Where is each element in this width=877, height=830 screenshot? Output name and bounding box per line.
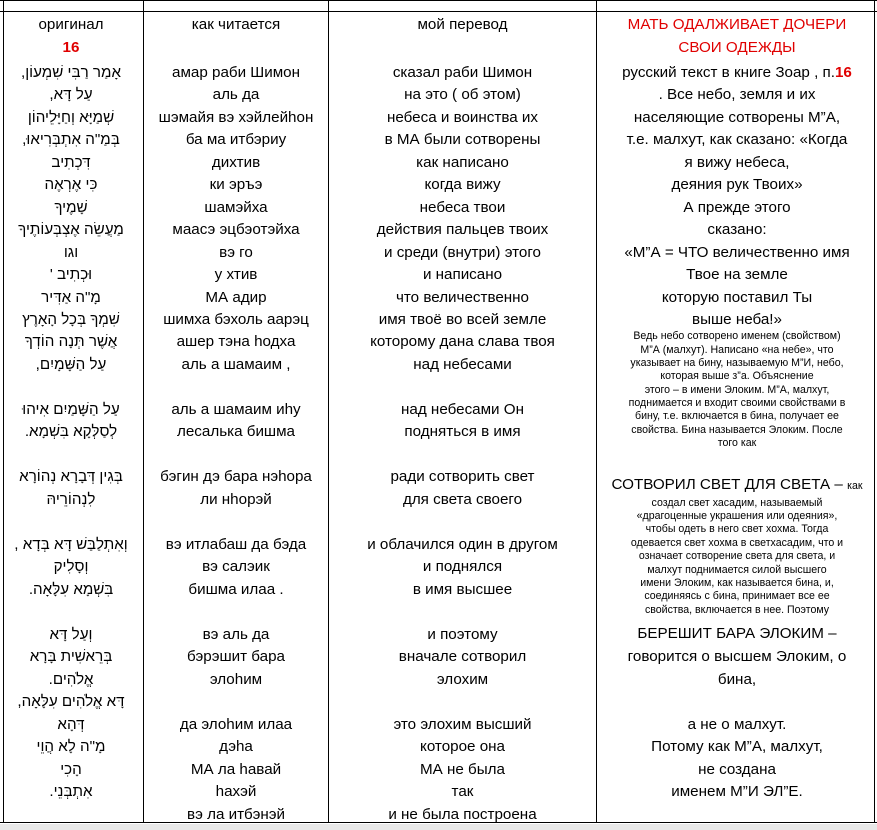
header-title-line2: СВОИ ОДЕЖДЫ [678, 39, 796, 56]
commentary-small-line: создал свет хасадим, называемый [651, 497, 823, 509]
table-top-border [0, 0, 877, 1]
translation-line: что величественно [395, 289, 530, 306]
translation-line: элохим [436, 671, 489, 688]
hebrew-original-line: לִנְהוֹרֵיהּ [46, 491, 96, 508]
commentary-line: говорится о высшем Элоким, о [627, 648, 847, 665]
hebrew-original-line: אָמַר רַבִּי שִׁמְעוֹן, [21, 64, 121, 81]
hebrew-original-line: שָׁמֶיךָ [54, 199, 88, 216]
translation-line: это элохим высший [393, 716, 532, 733]
translation-line: которое она [420, 738, 505, 755]
commentary-line: а не о малхут. [687, 716, 787, 733]
commentary-line: бина, [717, 671, 757, 688]
hebrew-original-line: עַל הַשָּׁמַיִם אִיהוּ [22, 401, 120, 418]
transliteration-line: ли нhорэй [200, 491, 272, 508]
commentary-line: я вижу небеса, [684, 154, 790, 171]
translation-line: сказал раби Шимон [392, 64, 533, 81]
translation-line: и поэтому [427, 626, 498, 643]
header-translation: мой перевод [417, 16, 508, 33]
commentary-small-line: свойства. Бина называется Элоким. После [631, 424, 843, 436]
translation-line: небеса и воинства их [386, 109, 538, 126]
page-bottom-bar [0, 824, 877, 830]
intro-text: русский текст в книге Зоар , п. [622, 64, 835, 81]
intro-line [600, 62, 874, 84]
transliteration-line: вэ аль да [202, 626, 270, 643]
commentary-line: БЕРЕШИТ БАРА ЭЛОКИМ – [637, 625, 837, 642]
commentary-small-line: которая выше з”а. Объяснение [660, 370, 814, 382]
commentary-line: деяния рук Твоих» [671, 176, 803, 193]
hebrew-original-line: עַל דָּא, [49, 86, 93, 103]
commentary-line: не создана [698, 761, 776, 778]
commentary-line: т.е. малхут, как сказано: «Когда [626, 131, 848, 148]
transliteration-line: шимха бэхоль аарэц [163, 311, 309, 328]
hebrew-original-line: וְאִתְלַבַּשׁ דָּא בְּדָא , [14, 536, 128, 553]
commentary-small-line: свойства, включается в нее. Поэтому [644, 604, 830, 616]
translation-line: которому дана слава твоя [370, 333, 555, 350]
commentary-small-line: поднимается и входит своими свойствами в [628, 397, 846, 409]
commentary-small-line: того как [717, 437, 757, 449]
header-title-line1: МАТЬ ОДАЛЖИВАЕТ ДОЧЕРИ [627, 16, 847, 33]
hebrew-original-line: בְּגִין דְּבָרָא נְהוֹרָא [19, 468, 123, 485]
translation-line: и облачился один в другом [367, 536, 558, 553]
transliteration-line: аль да [212, 86, 260, 103]
created-light-tail: как [847, 480, 863, 492]
created-light-heading: СОТВОРИЛ СВЕТ ДЛЯ СВЕТА – [611, 476, 848, 493]
hebrew-original-line: עַל הַשָּׁמָיִם, [35, 356, 107, 373]
translation-line: когда вижу [424, 176, 501, 193]
translation-line: на это ( об этом) [404, 86, 521, 103]
commentary-small-line: Ведь небо сотворено именем (свойством) [633, 330, 841, 342]
commentary-line: которую поставил Ты [661, 289, 813, 306]
transliteration-line: у хтив [214, 266, 258, 283]
transliteration-line: бишма илаа . [188, 581, 284, 598]
hebrew-original-line: וגו [63, 244, 79, 261]
translation-line: для света своего [402, 491, 523, 508]
hebrew-original-line: וּכְתִיב ' [49, 266, 93, 283]
header-original: оригинал [38, 16, 104, 33]
transliteration-line: дэhа [219, 738, 253, 755]
transliteration-line: ба ма итбэриу [185, 131, 287, 148]
paragraph-number: 16 [62, 39, 80, 56]
transliteration-line: вэ ла итбэнэй [187, 806, 285, 823]
hebrew-original-line: אֱלֹהִים. [48, 671, 94, 688]
column-border-3 [596, 0, 597, 822]
translation-line: в МА были сотворены [384, 131, 541, 148]
translation-line: ради сотворить свет [390, 468, 535, 485]
header-row-border [0, 11, 877, 12]
commentary-line: населяющие сотворены М”А, [633, 109, 841, 126]
commentary-small-line: «драгоценные украшения или одеяния», [636, 510, 838, 522]
commentary-line: . Все небо, земля и их [658, 86, 816, 103]
hebrew-original-line: בִּשְׁמָא עִלָּאָה. [28, 581, 114, 598]
translation-line: над небесами Он [401, 401, 524, 418]
commentary-line: А прежде этого [683, 199, 791, 216]
hebrew-original-line: דִּכְתִיב [51, 154, 91, 171]
transliteration-line: аль а шамаим , [181, 356, 291, 373]
column-border-1 [143, 0, 144, 822]
commentary-small-line: соединяясь с бина, принимает все ее [644, 590, 830, 602]
hebrew-original-line: הָכִי [60, 761, 82, 778]
transliteration-line: бэгин дэ бара нэhора [160, 468, 312, 485]
hebrew-original-line: שִׁמְךָ בְּכָל הָאָרֶץ [22, 311, 120, 328]
transliteration-line: шэмайя вэ хэйлейhон [158, 109, 314, 126]
hebrew-original-line: כִּי אֶרְאֶה [44, 176, 98, 193]
translation-line: небеса твои [419, 199, 506, 216]
hebrew-original-line: לְסַלְּקָא בִּשְׁמָא. [24, 423, 118, 440]
translation-line: подняться в имя [404, 423, 521, 440]
transliteration-line: элоhим [209, 671, 263, 688]
hebrew-original-line: מָ"ה אַדִּיר [41, 289, 101, 306]
hebrew-original-line: וְסָלִיק [53, 558, 89, 575]
transliteration-line: да элоhим илаа [179, 716, 293, 733]
commentary-line: сказано: [707, 221, 767, 238]
translation-line: вначале сотворил [398, 648, 527, 665]
created-light-line [600, 474, 874, 496]
commentary-small-line: бину, т.е. включается в бина, получает ее [635, 410, 839, 422]
translation-line: имя твоё во всей земле [378, 311, 547, 328]
hebrew-original-line: דְּהָא [57, 716, 85, 733]
header-reading: как читается [191, 16, 281, 33]
commentary-small-line: этого – в имени Элоким. М”А, малхут, [644, 384, 830, 396]
transliteration-line: вэ го [219, 244, 253, 261]
translation-line: и среди (внутри) этого [384, 244, 541, 261]
translation-line: и не была построена [388, 806, 537, 823]
transliteration-line: вэ итлабаш да бэда [165, 536, 307, 553]
commentary-small-line: имени Элоким, как называется бина, и, [640, 577, 834, 589]
hebrew-original-line: וְעַל דָּא [49, 626, 93, 643]
commentary-small-line: одевается свет хохма в светхасадим, что и [630, 537, 844, 549]
transliteration-line: ки эръэ [209, 176, 263, 193]
commentary-small-line: означает сотворение света для света, и [638, 550, 836, 562]
translation-line: и поднялся [422, 558, 503, 575]
transliteration-line: вэ салэик [202, 558, 270, 575]
transliteration-line: ашер тэна hодха [176, 333, 296, 350]
transliteration-line: амар раби Шимон [172, 64, 300, 81]
translation-line: над небесами [413, 356, 512, 373]
commentary-line: выше неба!» [692, 311, 782, 328]
translation-line: так [451, 783, 474, 800]
hebrew-original-line: מָ"ה לָא הֲוֵי [36, 738, 106, 755]
hebrew-original-line: בְּרֵאשִׁית בָּרָא [29, 648, 113, 665]
commentary-line: именем М”И ЭЛ”Е. [671, 783, 803, 800]
intro-paragraph-number: 16 [834, 64, 852, 81]
transliteration-line: шамэйха [204, 199, 268, 216]
column-border-right [874, 0, 875, 822]
commentary-small-line: чтобы одеть в него свет хохма. Тогда [645, 523, 829, 535]
hebrew-original-line: דָּא אֱלֹהִים עִלָּאָה, [17, 693, 125, 710]
commentary-small-line: малхут поднимается силой высшего [647, 564, 827, 576]
translation-line: как написано [416, 154, 509, 171]
commentary-small-line: указывает на бину, называемую М”И, небо, [630, 357, 844, 369]
hebrew-original-line: בְּמַ"ה אִתְבְּרִיאוּ, [22, 131, 120, 148]
transliteration-line: МА ла hавай [190, 761, 282, 778]
transliteration-line: бэрэшит бара [186, 648, 285, 665]
hebrew-original-line: שְׁמַיָּא וְחַיָּלֵיהוֹן [27, 109, 115, 126]
transliteration-line: дихтив [211, 154, 261, 171]
transliteration-line: лесалька бишма [176, 423, 296, 440]
commentary-line: «М”А = ЧТО величественно имя [624, 244, 850, 261]
hebrew-original-line: מַעֲשֵׂה אֶצְבְּעוֹתֶיךָ [18, 221, 124, 238]
column-border-2 [328, 0, 329, 822]
hebrew-original-line: אִתְבְּנֵי. [49, 783, 93, 800]
transliteration-line: маасэ эцбэотэйха [172, 221, 300, 238]
translation-line: в имя высшее [412, 581, 513, 598]
translation-line: и написано [422, 266, 503, 283]
translation-line: действия пальцев твоих [376, 221, 549, 238]
commentary-small-line: М”А (малхут). Написано «на небе», что [640, 344, 834, 356]
commentary-line: Потому как М”А, малхут, [651, 738, 823, 755]
commentary-line: Твое на земле [686, 266, 788, 283]
transliteration-line: hахэй [215, 783, 257, 800]
transliteration-line: МА адир [205, 289, 267, 306]
translation-line: МА не была [420, 761, 505, 778]
transliteration-line: аль а шамаим иhу [171, 401, 301, 418]
hebrew-original-line: אֲשֶׁר תְּנָה הוֹדְךָ [24, 333, 118, 350]
